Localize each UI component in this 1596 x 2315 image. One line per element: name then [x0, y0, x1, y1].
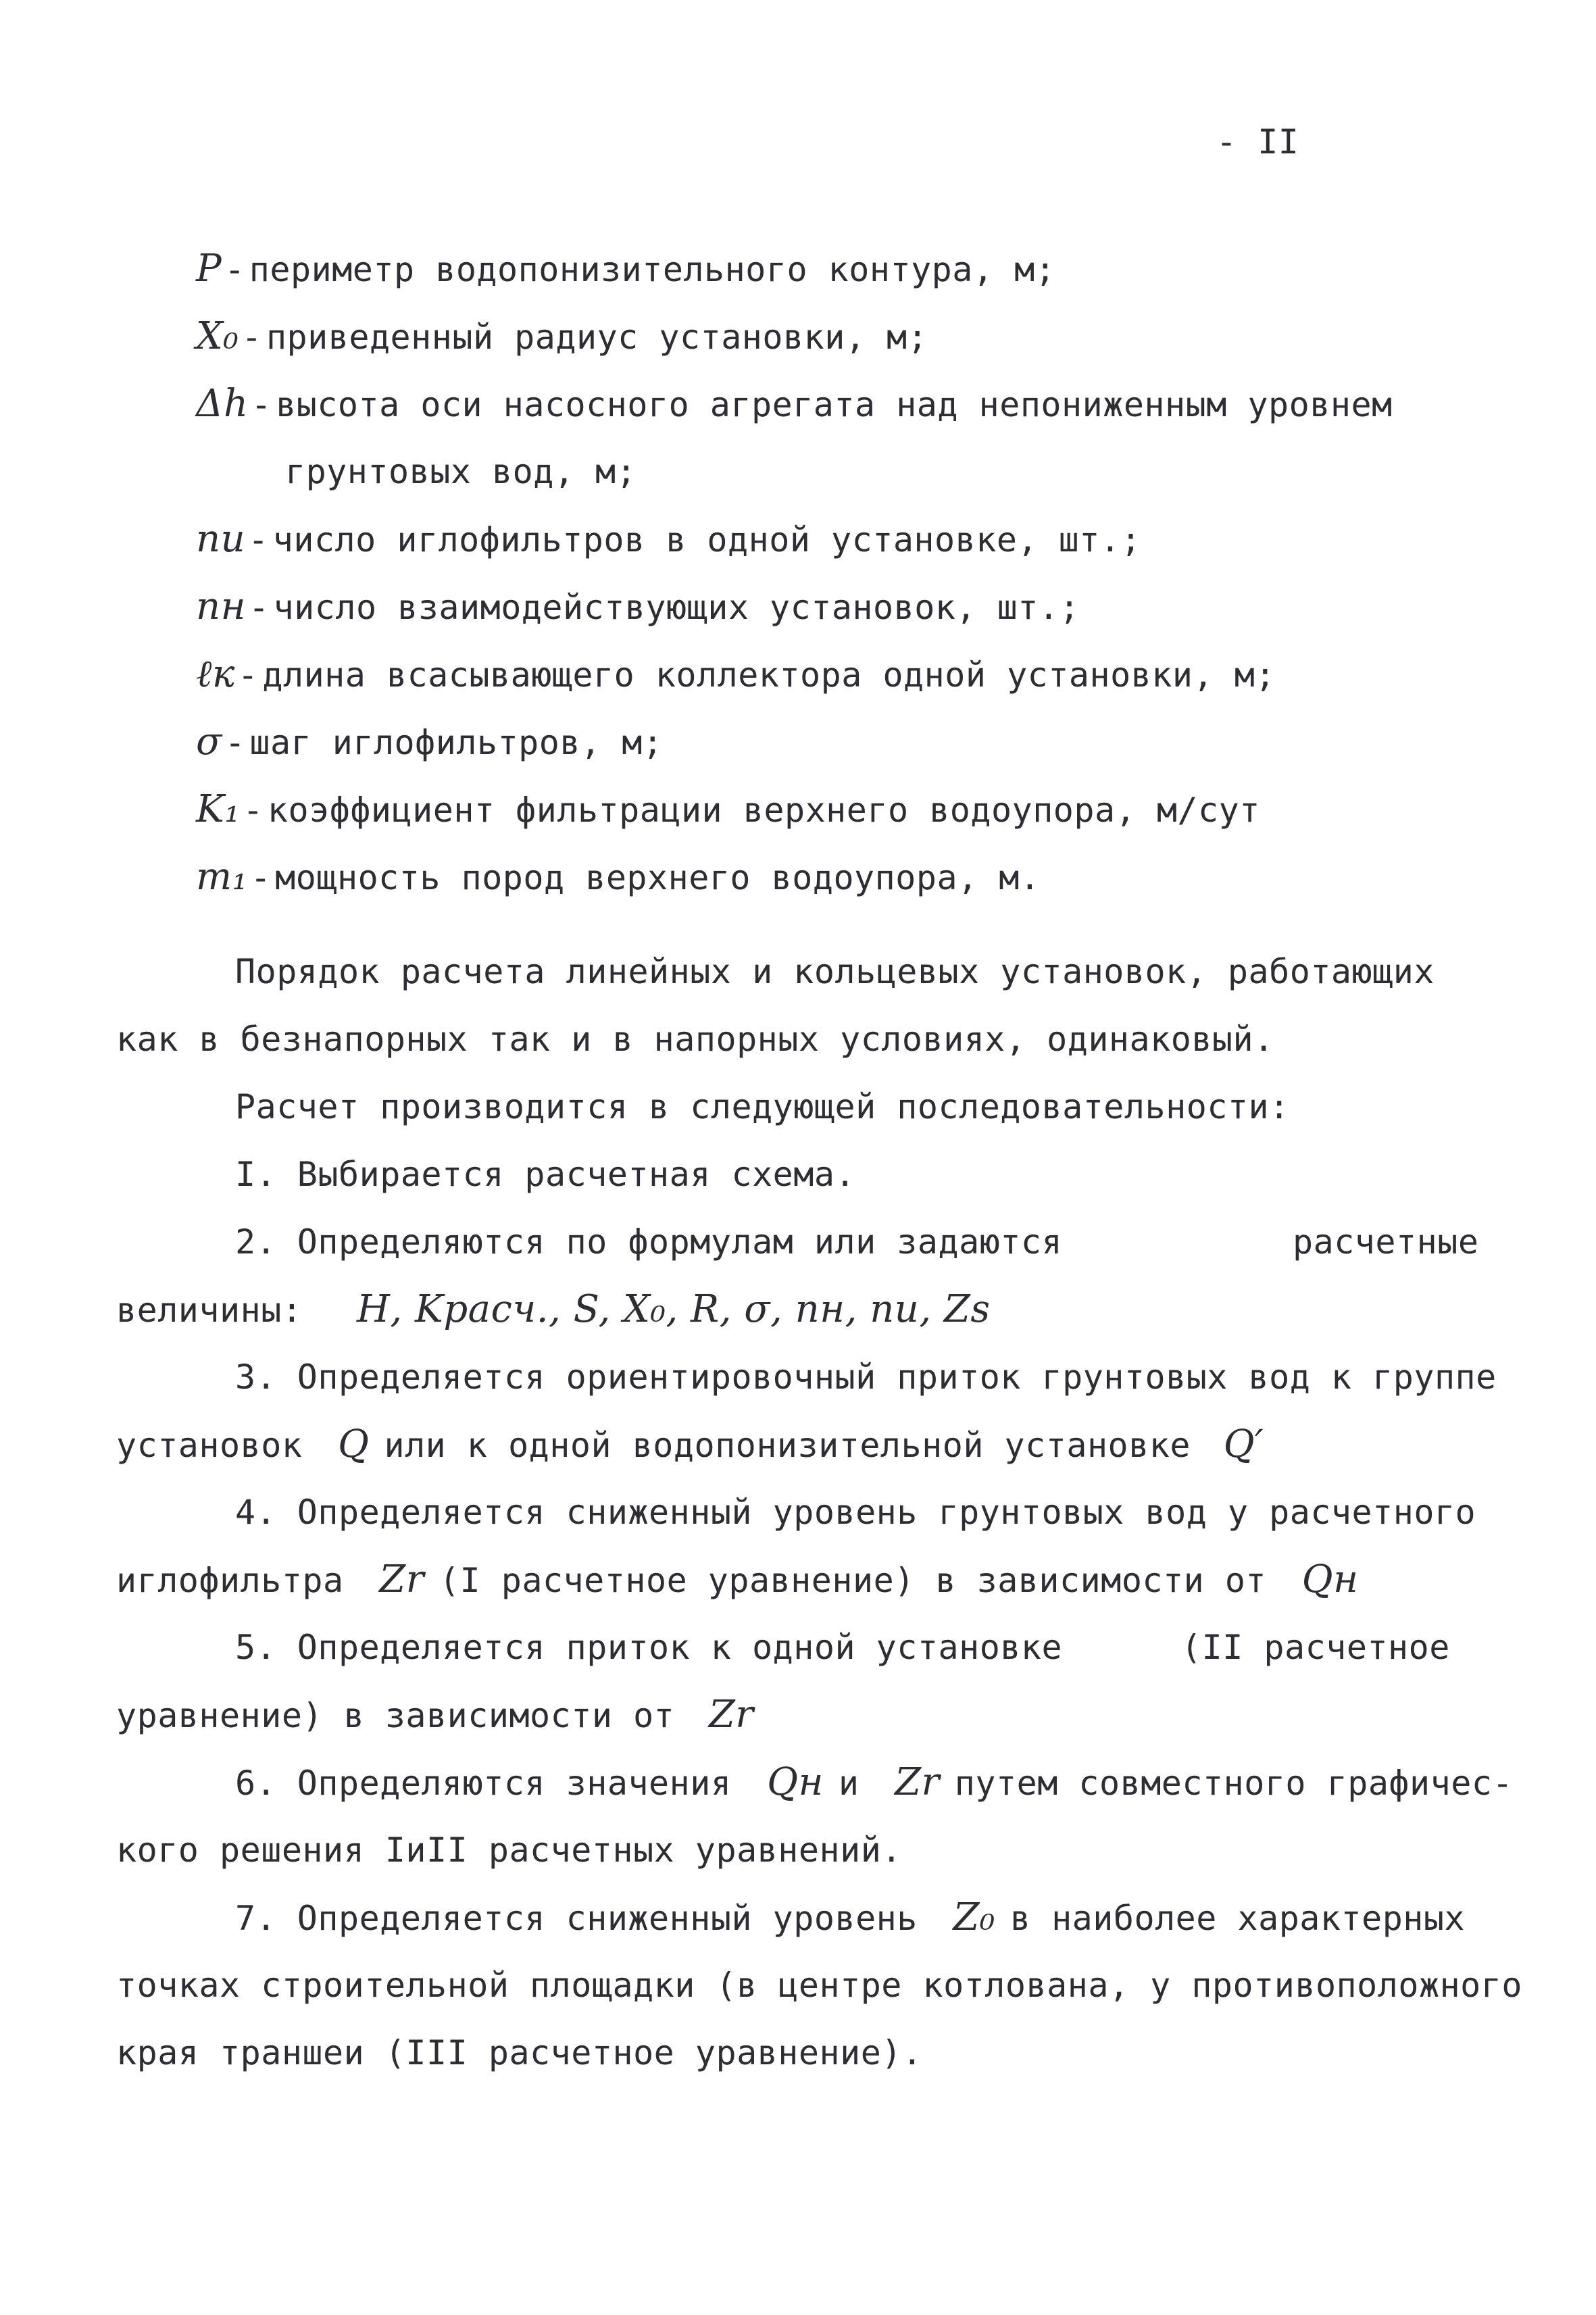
step-4 [235, 1492, 1476, 1533]
line-text: 2. Определяются по формулам или задаются [235, 1222, 1063, 1262]
definition-text: высота оси насосного агрегата над непониженным уровнем [276, 385, 1393, 424]
definition-text: приведенный радиус установки, м; [266, 318, 928, 357]
definition-collector-length [196, 654, 1276, 695]
definition-perimeter [196, 249, 1055, 290]
definition-dash: - [248, 588, 270, 627]
step-4-cont [116, 1560, 1358, 1601]
definition-interacting-units [196, 584, 1080, 628]
line-text: кого решения IиII расчетных уравнений. [116, 1831, 902, 1870]
line-text: установок [116, 1426, 303, 1465]
line-text: величины: [116, 1291, 303, 1330]
definition-dash: - [248, 520, 269, 559]
line-text: и [838, 1764, 859, 1803]
step-2 [235, 1222, 1478, 1262]
line-text: Расчет производится в следующей последовательности: [235, 1087, 1290, 1126]
symbol-inline: Q′ [1223, 1422, 1264, 1466]
line-text-right: (II расчетное [1181, 1628, 1450, 1667]
paragraph-line [235, 1087, 1290, 1127]
definition-symbol: ℓк [196, 652, 235, 696]
definition-symbol: nи [196, 517, 246, 561]
step-7 [235, 1897, 1465, 1939]
step-3-cont [116, 1424, 1264, 1466]
line-text: края траншеи (III расчетное уравнение). [116, 2033, 923, 2072]
page-number: - II [1216, 122, 1299, 161]
paragraph-line [235, 951, 1435, 992]
definition-wellpoints-per-unit [196, 519, 1141, 560]
step-1 [235, 1154, 855, 1195]
step-7-end [116, 2033, 923, 2073]
definition-dash: - [237, 655, 259, 695]
definition-text: число взаимодействующих установок, шт.; [273, 588, 1080, 627]
line-text: уравнение) в зависимости от [116, 1696, 675, 1735]
definition-symbol: nн [196, 584, 246, 628]
line-text-right: расчетные [1293, 1222, 1479, 1262]
line-text: точках строительной площадки (в центре котлована, у противоположного [116, 1966, 1522, 2005]
symbol-inline: Zr [895, 1760, 940, 1804]
symbol-inline: Z₀ [953, 1895, 995, 1939]
definition-dash: - [243, 791, 264, 830]
step-6 [235, 1762, 1513, 1803]
definition-text: длина всасывающего коллектора одной установки, м; [262, 655, 1276, 695]
definition-symbol: P [196, 247, 222, 291]
definition-dash: - [250, 858, 272, 897]
definition-text: периметр водопонизительного контура, м; [249, 250, 1056, 289]
line-text: (I расчетное уравнение) в зависимости от [439, 1561, 1267, 1600]
line-text: 5. Определяется приток к одной установке [235, 1628, 1063, 1667]
definition-wellpoint-spacing [196, 722, 663, 763]
line-text: как в безнапорных так и в напорных условиях, одинаковый. [116, 1020, 1274, 1059]
step-5 [235, 1627, 1478, 1668]
step-3 [235, 1357, 1497, 1397]
formula-list: H, Kрасч., S, X₀, R, σ, nн, nи, Zs [357, 1287, 991, 1331]
line-text: I. Выбирается расчетная схема. [235, 1155, 856, 1194]
symbol-inline: Qн [767, 1760, 824, 1804]
definition-symbol: Δh [196, 382, 249, 426]
definition-dash: - [224, 723, 246, 762]
step-6-cont [116, 1830, 902, 1870]
line-text: в наиболее характерных [1009, 1899, 1466, 1938]
definition-reduced-radius [196, 316, 928, 357]
line-text: иглофильтра [116, 1561, 344, 1600]
line-text: путем совместного графичес- [954, 1764, 1514, 1803]
definition-text: коэффициент фильтрации верхнего водоупора, м/сут [267, 791, 1260, 830]
definition-text: грунтовых вод, м; [285, 452, 637, 491]
definition-text: шаг иглофильтров, м; [249, 723, 664, 762]
line-text: 6. Определяются значения [235, 1764, 732, 1803]
step-5-cont [116, 1695, 754, 1736]
definition-text: число иглофильтров в одной установке, шт.; [272, 520, 1142, 559]
definition-pump-height [196, 384, 1393, 425]
symbol-inline: Qн [1301, 1558, 1359, 1601]
line-text: 7. Определяется сниженный уровень [235, 1899, 918, 1938]
line-text: или к одной водопонизительной установке [384, 1426, 1191, 1465]
paragraph-line [116, 1019, 1274, 1060]
line-text: 4. Определяется сниженный уровень грунтовых вод у расчетного [235, 1493, 1476, 1532]
definition-symbol: K₁ [196, 787, 241, 831]
definition-filtration-coefficient [196, 789, 1260, 830]
step-7-cont [116, 1965, 1522, 2006]
definition-dash: - [241, 318, 262, 357]
definition-symbol: m₁ [196, 855, 248, 899]
definition-symbol: X₀ [196, 314, 239, 358]
definition-dash: - [251, 385, 272, 424]
symbol-inline: Zr [379, 1558, 424, 1601]
definition-layer-thickness [196, 857, 1040, 898]
line-text: 3. Определяется ориентировочный приток грунтовых вод к группе [235, 1358, 1497, 1397]
definition-dash: - [224, 250, 245, 289]
symbol-inline: Zr [708, 1693, 754, 1737]
symbol-inline: Q [338, 1422, 370, 1466]
step-2-values [116, 1289, 991, 1330]
definition-symbol: σ [196, 720, 222, 764]
line-text: Порядок расчета линейных и кольцевых установок, работающих [235, 952, 1435, 991]
definition-text: мощность пород верхнего водоупора, м. [275, 858, 1041, 897]
definition-pump-height-cont [285, 451, 637, 492]
